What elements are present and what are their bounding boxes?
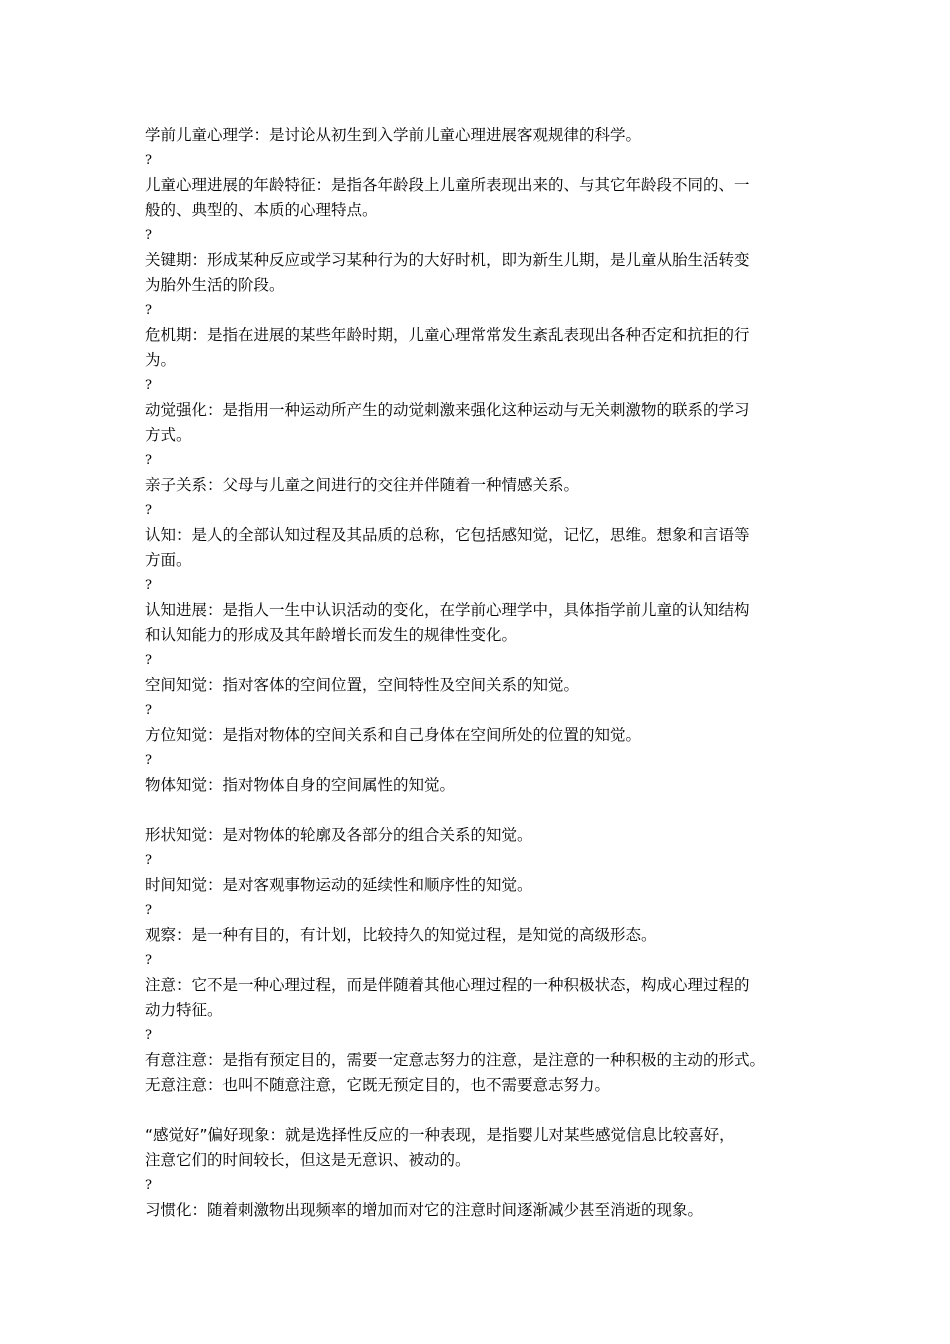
text-line: 为。	[145, 351, 177, 369]
blank-line	[145, 1098, 810, 1123]
separator-mark: ?	[145, 703, 152, 718]
separator-mark: ?	[145, 153, 152, 168]
text-line: 认知：是人的全部认知过程及其品质的总称，它包括感知觉，记忆，思维。想象和言语等	[145, 526, 750, 544]
text-line: 习惯化：随着刺激物出现频率的增加而对它的注意时间逐渐减少甚至消逝的现象。	[145, 1201, 704, 1219]
text-line: 儿童心理进展的年龄特征：是指各年龄段上儿童所表现出来的、与其它年龄段不同的、一	[145, 176, 750, 194]
blank-line	[145, 798, 810, 823]
separator-mark: ?	[145, 903, 152, 918]
separator-mark: ?	[145, 1028, 152, 1043]
separator-mark: ?	[145, 378, 152, 393]
separator-mark: ?	[145, 303, 152, 318]
text-line: 认知进展：是指人一生中认识活动的变化，在学前心理学中，具体指学前儿童的认知结构	[145, 601, 750, 619]
separator-mark: ?	[145, 753, 152, 768]
separator-mark: ?	[145, 503, 152, 518]
separator-mark: ?	[145, 953, 152, 968]
text-line: 动力特征。	[145, 1001, 223, 1019]
separator-mark: ?	[145, 653, 152, 668]
text-line: 学前儿童心理学：是讨论从初生到入学前儿童心理进展客观规律的科学。	[145, 126, 642, 144]
text-line: 形状知觉：是对物体的轮廓及各部分的组合关系的知觉。	[145, 826, 533, 844]
text-line: 为胎外生活的阶段。	[145, 276, 285, 294]
document-page	[145, 123, 810, 1223]
text-line: 危机期：是指在进展的某些年龄时期，儿童心理常常发生紊乱表现出各种否定和抗拒的行	[145, 326, 750, 344]
text-line: 方式。	[145, 426, 192, 444]
text-line: 注意它们的时间较长，但这是无意识、被动的。	[145, 1151, 471, 1169]
separator-mark: ?	[145, 1178, 152, 1193]
text-line: 和认知能力的形成及其年龄增长而发生的规律性变化。	[145, 626, 518, 644]
text-line: 观察：是一种有目的，有计划，比较持久的知觉过程，是知觉的高级形态。	[145, 926, 657, 944]
text-line: 时间知觉：是对客观事物运动的延续性和顺序性的知觉。	[145, 876, 533, 894]
text-line: 关键期：形成某种反应或学习某种行为的大好时机，即为新生儿期，是儿童从胎生活转变	[145, 251, 750, 269]
text-line: 空间知觉：指对客体的空间位置，空间特性及空间关系的知觉。	[145, 676, 580, 694]
text-line: 亲子关系：父母与儿童之间进行的交往并伴随着一种情感关系。	[145, 476, 580, 494]
text-line: 注意：它不是一种心理过程，而是伴随着其他心理过程的一种积极状态，构成心理过程的	[145, 976, 750, 994]
text-line: 无意注意：也叫不随意注意，它既无预定目的，也不需要意志努力。	[145, 1076, 611, 1094]
text-line: 方位知觉：是指对物体的空间关系和自己身体在空间所处的位置的知觉。	[145, 726, 642, 744]
text-line: 方面。	[145, 551, 192, 569]
separator-mark: ?	[145, 578, 152, 593]
text-line: 般的、典型的、本质的心理特点。	[145, 201, 378, 219]
text-line: 物体知觉：指对物体自身的空间属性的知觉。	[145, 776, 456, 794]
text-line: “感觉好”偏好现象：就是选择性反应的一种表现，是指婴儿对某些感觉信息比较喜好，	[145, 1126, 735, 1144]
separator-mark: ?	[145, 853, 152, 868]
text-line: 动觉强化：是指用一种运动所产生的动觉刺激来强化这种运动与无关刺激物的联系的学习	[145, 401, 750, 419]
separator-mark: ?	[145, 228, 152, 243]
text-line: 有意注意：是指有预定目的，需要一定意志努力的注意，是注意的一种积极的主动的形式。	[145, 1051, 766, 1069]
separator-mark: ?	[145, 453, 152, 468]
